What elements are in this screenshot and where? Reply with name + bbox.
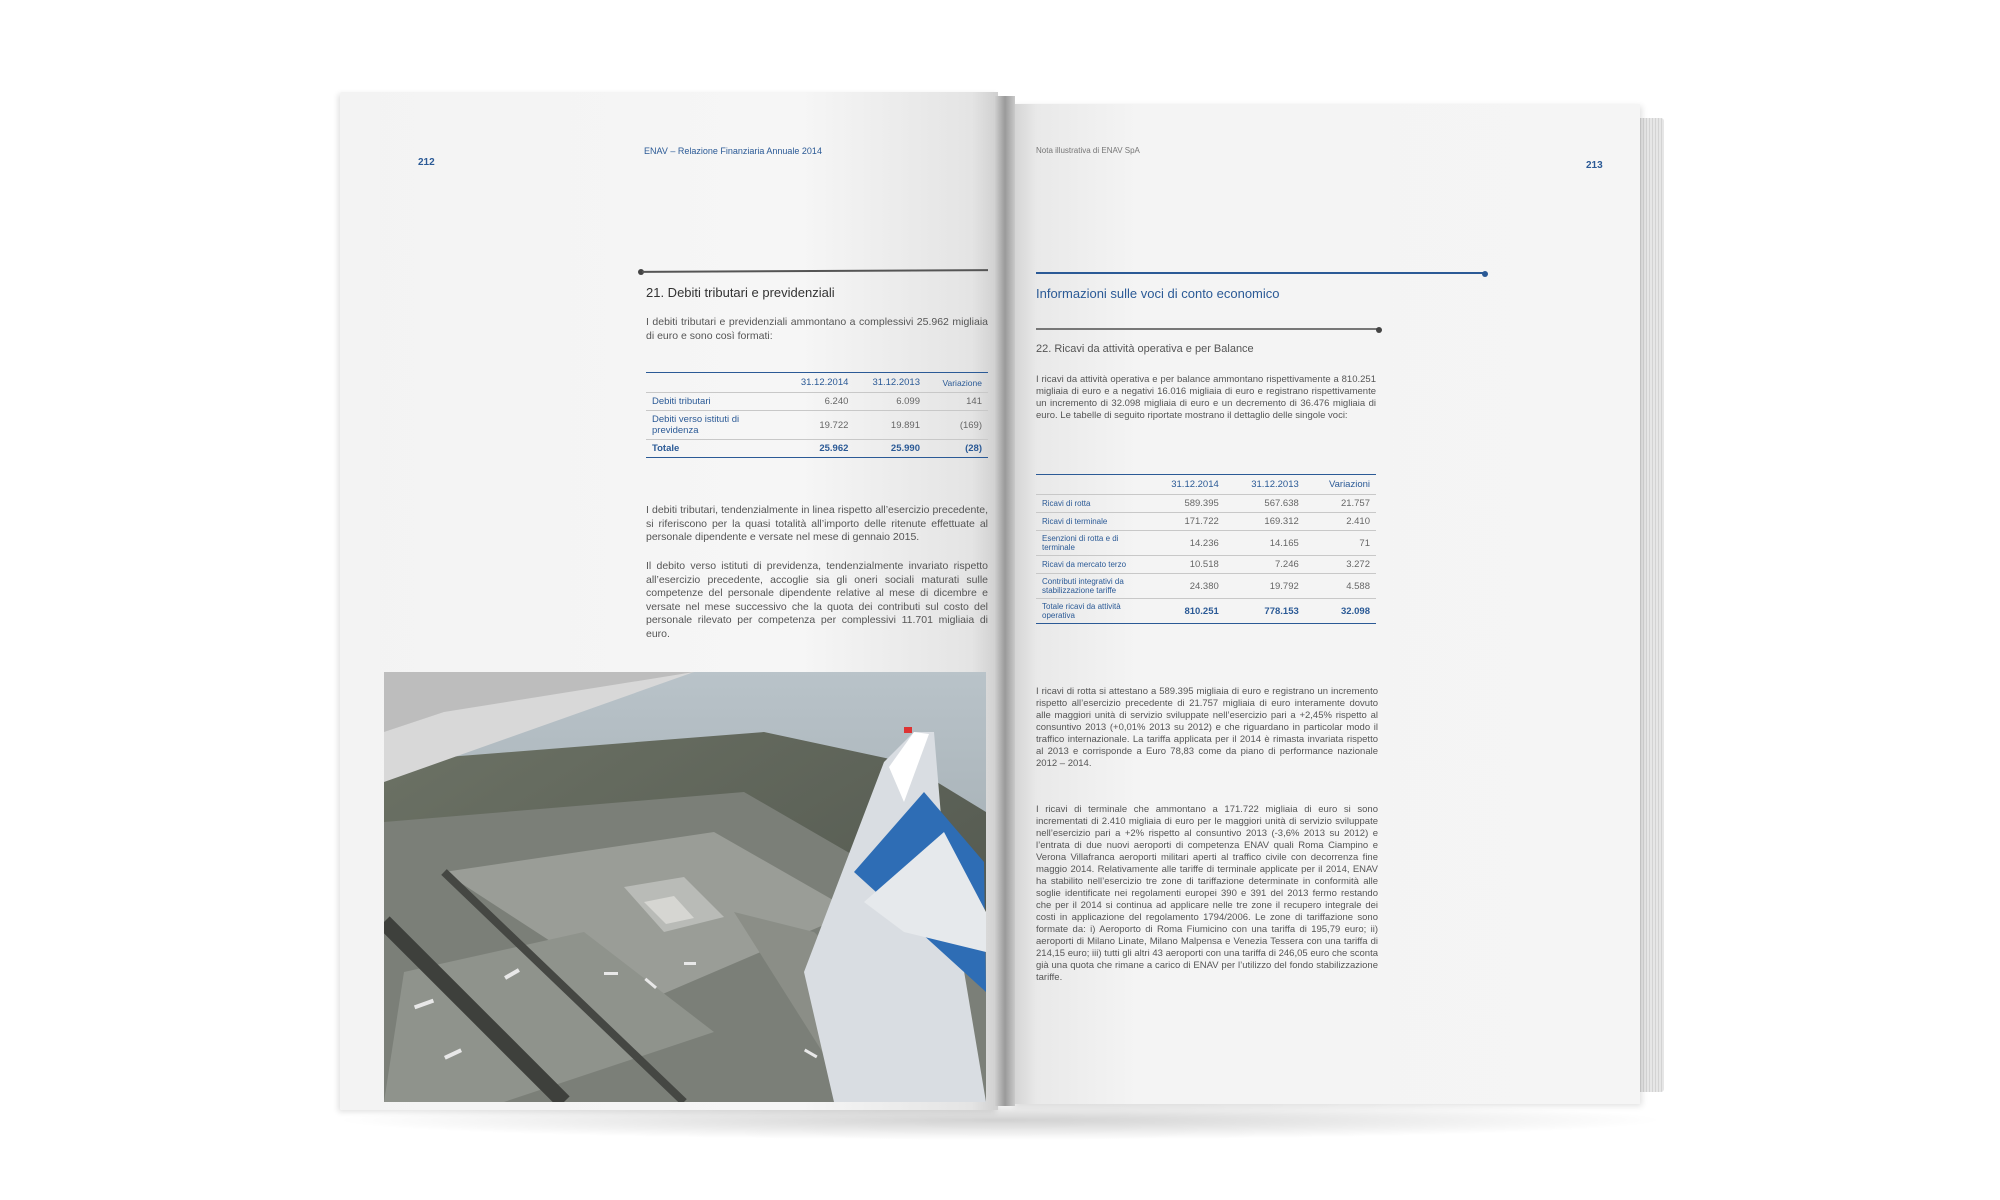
left-page-number: 212 (418, 157, 435, 168)
intro-text: I ricavi da attività operativa e per balance ammontano rispettivamente a 810.251 migliaia di euro e a negativi 16.016 migliaia di euro e registrano rispettivamente un incremento di 32.098 migliaia di euro e un decremento di 36.476 migliaia di euro. Le tabelle di seguito riportate mostrano il dettaglio delle singole voci: (1036, 374, 1376, 421)
right-page-header: Nota illustrativa di ENAV SpA (1036, 146, 1140, 155)
subsection-rule-dot (1376, 327, 1382, 333)
col-header: 31.12.2013 (1251, 479, 1299, 490)
table-row: Ricavi di rotta 589.395 567.638 21.757 (1036, 495, 1376, 513)
col-header: 31.12.2013 (872, 377, 920, 388)
col-header (646, 373, 783, 393)
section-title: Informazioni sulle voci di conto economico (1036, 286, 1280, 301)
table-total-row: Totale ricavi da attività operativa 810.251 778.153 32.098 (1036, 599, 1376, 624)
col-header (1036, 475, 1145, 495)
left-page-header: ENAV – Relazione Finanziaria Annuale 2014 (644, 146, 822, 156)
right-page-number: 213 (1586, 160, 1603, 171)
paragraph-2: I ricavi di terminale che ammontano a 171.722 migliaia di euro si sono incrementati di 2.410 migliaia di euro per le maggiori unità di servizio sviluppate nell’esercizio pari a +2% rispetto al consuntivo 2013 (-3,6% 2013 su 2012) e l’entrata di due nuovi aeroporti di competenza ENAV quali Roma Ciampino e Verona Villafranca aeroporti militari aperti al traffico civile con decorrenza fine maggio 2014. Relativamente alle tariffe di terminale applicate per il 2014, ENAV ha stabilito nell’esercizio tre zone di tariffazione determinate in conformità alle soglie identificate nei regolamenti europei 390 e 391 del 2013 fermo restando che per il 2014 si continua ad applicare nelle tre zone il recupero integrale dei costi in applicazione del regolamento 1794/2006. Le zone di tariffazione sono formate da: i) Aeroporto di Roma Fiumicino con una tariffa di 195,79 euro; ii) aeroporti di Milano Linate, Milano Malpensa e Venezia Tessera con una tariffa di 214,15 euro; iii) tutti gli altri 43 aeroporti con una tariffa di 246,05 euro che sconta già una quota che rimane a carico di ENAV per l’utilizzo del fondo stabilizzazione tariffe. (1036, 804, 1378, 983)
ricavi-table (1036, 474, 1376, 624)
table-total-row: Totale 25.962 25.990 (28) (646, 440, 988, 458)
col-header: 31.12.2014 (1171, 479, 1219, 490)
col-header: Variazione (942, 377, 982, 388)
airport-aerial-photo (384, 672, 986, 1102)
section-rule (1036, 272, 1484, 274)
paragraph-2: Il debito verso istituti di previdenza, tendenzialmente invariato rispetto all’esercizio precedente, accoglie sia gli oneri sociali maturati sulle competenze del personale dipendente relative al mese di dicembre e versate nel mese successivo che la quota dei contributi sul costo del personale rilevato per competenza per complessivi 11.701 migliaia di euro. (646, 560, 988, 640)
page-edges (1638, 118, 1664, 1092)
section-rule-dot (1482, 271, 1488, 277)
table-row: Debiti tributari 6.240 6.099 141 (646, 393, 988, 411)
debiti-table (646, 372, 988, 458)
table-row: Contributi integrativi da stabilizzazione tariffe 24.380 19.792 4.588 (1036, 574, 1376, 599)
table-row: Esenzioni di rotta e di terminale 14.236 14.165 71 (1036, 531, 1376, 556)
table-row: Ricavi di terminale 171.722 169.312 2.410 (1036, 513, 1376, 531)
paragraph-1: I debiti tributari, tendenzialmente in linea rispetto all’esercizio precedente, si riferiscono per la quasi totalità all’importo delle ritenute effettuate al personale dipendente e versate nel mese di gennaio 2015. (646, 504, 988, 543)
table-row: Debiti verso istituti di previdenza 19.722 19.891 (169) (646, 411, 988, 440)
table-row: Ricavi da mercato terzo 10.518 7.246 3.272 (1036, 556, 1376, 574)
col-header: 31.12.2014 (800, 377, 849, 388)
book-spine (995, 96, 1015, 1106)
section-title: 21. Debiti tributari e previdenziali (646, 285, 835, 300)
paragraph-1: I ricavi di rotta si attestano a 589.395 migliaia di euro e registrano un incremento rispetto all’esercizio precedente di 21.757 migliaia di euro interamente dovuto alle maggiori unità di servizio sviluppate nell’esercizio pari a +2,45% rispetto al consuntivo 2013 (+0,01% 2013 su 2012) e che riguardano in particolar modo il traffico internazionale. La tariffa applicata per il 2014 è rimasta invariata rispetto al 2013 e corrisponde a Euro 78,83 come da piano di performance nazionale 2012 – 2014. (1036, 686, 1378, 769)
col-header: Variazioni (1328, 479, 1370, 490)
subsection-title: 22. Ricavi da attività operativa e per Balance (1036, 343, 1254, 355)
subsection-rule (1036, 328, 1378, 330)
intro-text: I debiti tributari e previdenziali ammontano a complessivi 25.962 migliaia di euro e sono così formati: (646, 316, 988, 342)
